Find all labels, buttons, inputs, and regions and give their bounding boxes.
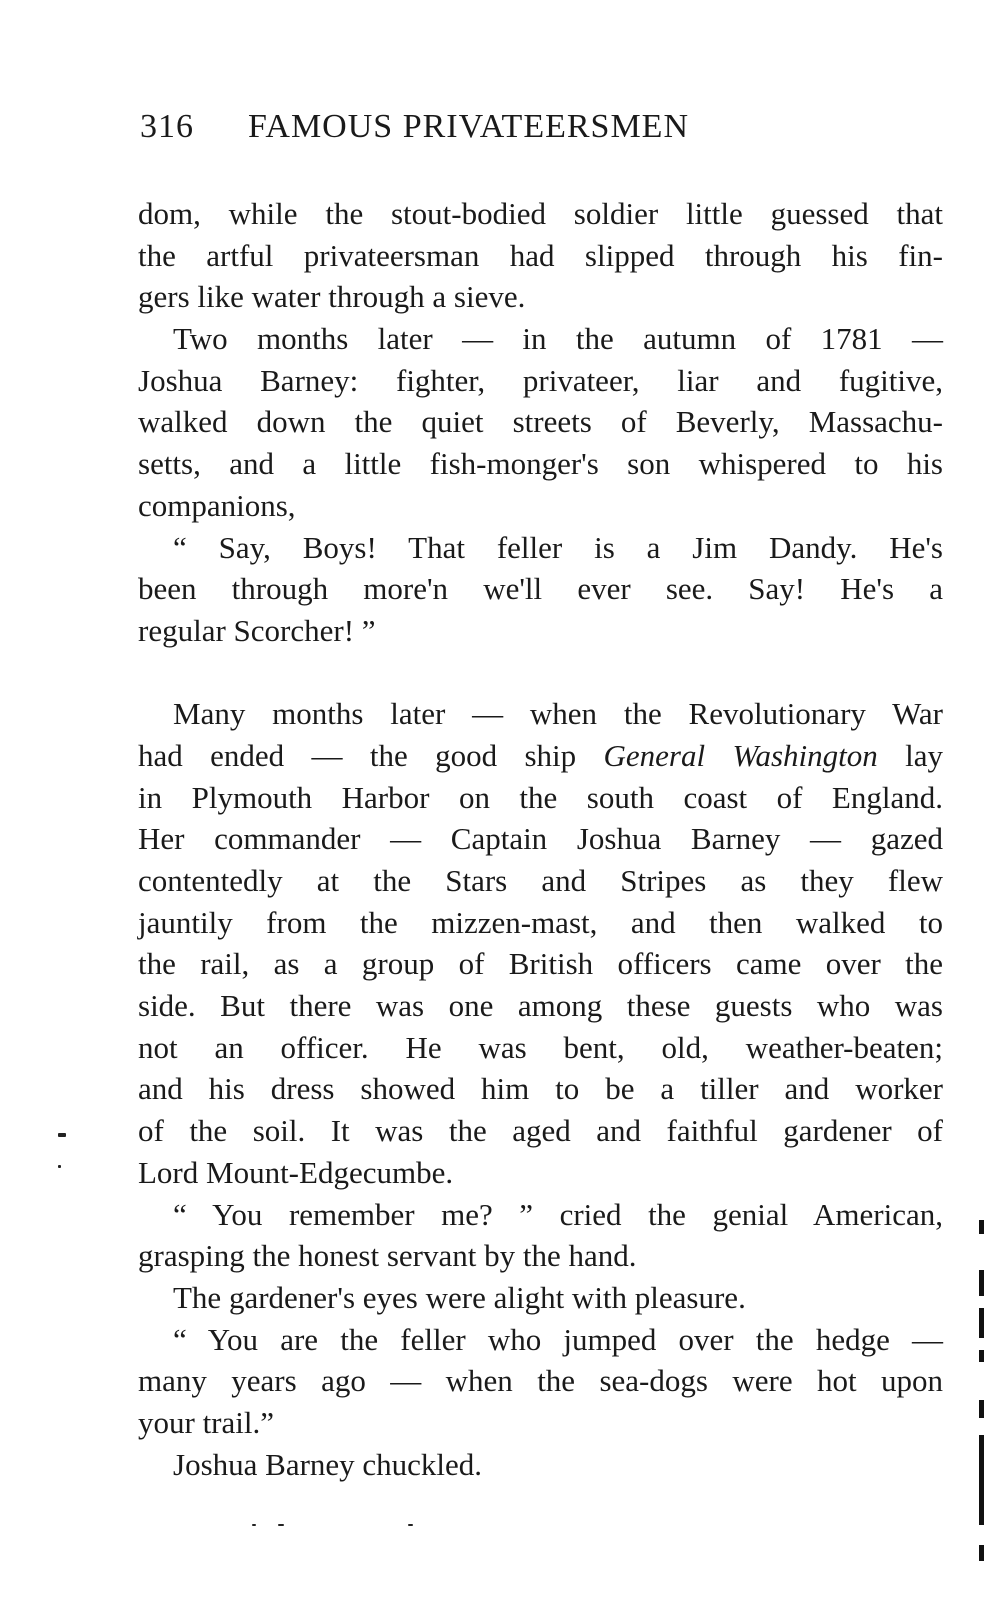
text-line: the rail, as a group of British officers came over the <box>138 946 943 982</box>
scan-speck <box>58 1165 61 1168</box>
text-line: companions, <box>138 487 296 523</box>
text-line: side. But there was one among these guests who was <box>138 988 943 1024</box>
scan-edge-mark <box>979 1435 984 1525</box>
scan-edge-mark <box>979 1400 984 1418</box>
text-line <box>138 735 943 777</box>
section-break <box>138 652 943 694</box>
body-text <box>138 193 943 1485</box>
text-line: Many months later — when the Revolutionary War <box>173 696 943 732</box>
paragraph-6 <box>138 1277 943 1319</box>
ship-name: General Washington <box>603 737 878 773</box>
text-line: gers like water through a sieve. <box>138 279 526 315</box>
scan-speck <box>278 1524 284 1526</box>
text-line: been through more'n we'll ever see. Say! He's a <box>138 571 943 607</box>
text-line: Two months later — in the autumn of 1781 — <box>173 321 943 357</box>
page-number: 316 <box>140 108 194 145</box>
text-line: your trail.” <box>138 1404 275 1440</box>
text-line: many years ago — when the sea-dogs were hot upon <box>138 1363 943 1399</box>
text-line: Joshua Barney chuckled. <box>173 1446 483 1482</box>
paragraph-3 <box>138 527 943 652</box>
running-title: FAMOUS PRIVATEERSMEN <box>248 108 689 145</box>
text-line: walked down the quiet streets of Beverly, Massachu- <box>138 404 943 440</box>
text-line: not an officer. He was bent, old, weather-beaten; <box>138 1029 943 1065</box>
text-line: “ Say, Boys! That feller is a Jim Dandy. He's <box>173 529 943 565</box>
scan-edge-mark <box>979 1270 984 1296</box>
text-line: dom, while the stout-bodied soldier little guessed that <box>138 196 943 231</box>
paragraph-1 <box>138 193 943 318</box>
paragraph-7 <box>138 1319 943 1444</box>
text-line: grasping the honest servant by the hand. <box>138 1238 637 1274</box>
scan-edge-mark <box>979 1220 984 1234</box>
text-line: setts, and a little fish-monger's son whispered to his <box>138 446 943 482</box>
text-line: and his dress showed him to be a tiller and worker <box>138 1071 943 1107</box>
text-line: regular Scorcher! ” <box>138 612 376 648</box>
paragraph-8 <box>138 1444 943 1486</box>
text-line: The gardener's eyes were alight with pleasure. <box>173 1279 746 1315</box>
scan-edge-mark <box>979 1545 984 1561</box>
paragraph-5 <box>138 1194 943 1277</box>
text-line: of the soil. It was the aged and faithful gardener of <box>138 1113 943 1149</box>
text-line: Joshua Barney: fighter, privateer, liar and fugitive, <box>138 362 943 398</box>
scan-speck <box>252 1524 256 1526</box>
paragraph-4 <box>138 693 943 1193</box>
text-fragment: lay <box>877 737 943 773</box>
text-line: contentedly at the Stars and Stripes as they flew <box>138 863 943 898</box>
scan-edge-mark <box>979 1350 984 1362</box>
text-line: Her commander — Captain Joshua Barney — gazed <box>138 821 943 857</box>
running-header <box>140 108 940 158</box>
text-line: “ You remember me? ” cried the genial American, <box>173 1196 943 1232</box>
text-line: the artful privateersman had slipped through his fin- <box>138 237 943 273</box>
scan-speck <box>58 1133 66 1137</box>
text-fragment: had ended — the good ship <box>138 737 604 773</box>
text-line: Lord Mount-Edgecumbe. <box>138 1154 454 1190</box>
scan-edge-mark <box>979 1308 984 1338</box>
text-line: “ You are the feller who jumped over the hedge — <box>173 1321 943 1357</box>
paragraph-2 <box>138 318 943 526</box>
scan-speck <box>408 1524 413 1526</box>
text-line: jauntily from the mizzen-mast, and then walked to <box>138 904 943 940</box>
text-line: in Plymouth Harbor on the south coast of England. <box>138 779 943 815</box>
